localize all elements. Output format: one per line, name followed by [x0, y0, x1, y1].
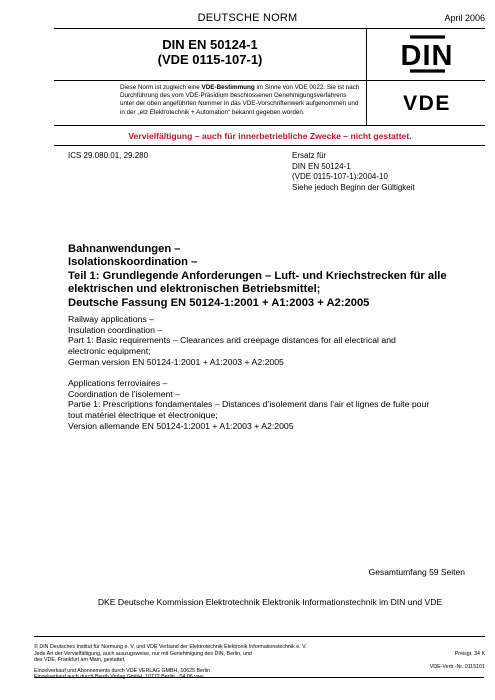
din-logo-text: DIN — [400, 40, 454, 72]
title-german-line: Deutsche Fassung EN 50124-1:2001 + A1:2003 + A2:2005 — [68, 296, 370, 309]
vde-notice-part2: im Sinne von VDE 0022. Sie ist nach Durchführung des vom VDE-Präsidium beschlossenen Genehmigungsverfahrens unter der oben angeführten Nummer in das VDE-Vorschriftenwerk aufgenommen und in der „etz Elektrotechnik + Automation“ bekannt gegeben worden. — [120, 84, 360, 116]
title-english — [68, 314, 488, 368]
price-group: Preisgr. 34 K — [454, 651, 485, 657]
total-pages: Gesamtumfang 59 Seiten — [368, 567, 465, 577]
title-french-line: Applications ferroviaires – — [68, 378, 168, 388]
title-english-line: German version EN 50124-1:2001 + A1:2003 + A2:2005 — [68, 356, 284, 367]
standard-number-block — [54, 37, 366, 67]
replacement-info — [292, 151, 482, 193]
vde-notice-bold: VDE-Bestimmung — [201, 84, 255, 91]
vde-notice — [120, 84, 362, 117]
footer-line: Jede Art der Vervielfältigung, auch auszugsweise, nur mit Genehmigung des DIN, Berlin, und — [34, 650, 252, 657]
title-german-line: elektrischen und elektronischen Betriebsmittel; — [68, 283, 321, 296]
replacement-line: Siehe jedoch Beginn der Gültigkeit — [292, 182, 415, 192]
footer-divider — [34, 636, 485, 637]
title-german-line: Isolationskoordination – — [68, 256, 198, 269]
footer-line: Einzelverkauf und Abonnements durch VDE VERLAG GMBH, 10625 Berlin — [34, 667, 211, 674]
title-french-line: tout matériel électrique et électronique; — [68, 410, 218, 421]
title-german — [68, 243, 488, 310]
title-french-line: Partie 1: Prescriptions fondamentales – Distances d’isolement dans l’air et lignes de fuite pour — [68, 399, 430, 410]
vde-notice-part1: Diese Norm ist zugleich eine — [120, 84, 202, 91]
standard-number: DIN EN 50124-1 — [162, 37, 258, 52]
frame-line-repro-bottom — [54, 145, 485, 146]
title-english-line: electronic equipment; — [68, 346, 151, 357]
din-logo — [367, 28, 487, 80]
ics-code: ICS 29.080.01, 29.280 — [68, 151, 149, 160]
footer-order-info — [430, 648, 485, 674]
title-german-line: Bahnanwendungen – — [68, 243, 181, 255]
footer-line: Einzelverkauf auch durch Beuth Verlag GmbH, 10772 Berlin · 04.06 vwu — [34, 674, 204, 681]
vde-number: (VDE 0115-107-1) — [157, 52, 263, 67]
title-english-line: Insulation coordination – — [68, 324, 163, 335]
title-english-line: Railway applications – — [68, 314, 154, 324]
replacement-line: Ersatz für — [292, 151, 327, 160]
publication-date: April 2006 — [444, 13, 485, 23]
footer-line: des VDE, Frankfurt am Main, gestattet. — [34, 657, 126, 664]
vde-logo-text: VDE — [403, 92, 451, 115]
document-type-label: DEUTSCHE NORM — [197, 12, 298, 24]
title-english-line: Part 1: Basic requirements – Clearances and creepage distances for all electrical and — [68, 335, 396, 346]
frame-line-notice-bottom — [54, 125, 485, 126]
title-german-line: Teil 1: Grundlegende Anforderungen – Luft- und Kriechstrecken für alle — [68, 269, 447, 282]
order-number: VDE-Vertr.-Nr. 0115101 — [429, 664, 485, 670]
footer-line: © DIN Deutsches Institut für Normung e. V. und VDE Verband der Elektrotechnik Elektronik Informationstechnik e. V. — [34, 644, 307, 650]
footer-bottom-line — [34, 677, 484, 678]
title-french-line: Version allemande EN 50124-1:2001 + A1:2003 + A2:2005 — [68, 420, 294, 431]
reproduction-notice: Vervielfältigung – auch für innerbetriebliche Zwecke – nicht gestattet. — [128, 131, 412, 141]
footer-copyright — [34, 644, 394, 681]
replacement-line: (VDE 0115-107-1):2004-10 — [292, 172, 388, 181]
replacement-line: DIN EN 50124-1 — [292, 161, 351, 171]
vde-logo-cell — [366, 80, 487, 125]
dke-committee: DKE Deutsche Kommission Elektrotechnik Elektronik Informationstechnik im DIN und VDE — [97, 597, 443, 607]
title-french — [68, 378, 488, 432]
din-logo-cell — [366, 28, 487, 80]
vde-logo — [367, 80, 487, 125]
title-french-line: Coordination de l’isolement – — [68, 388, 181, 399]
